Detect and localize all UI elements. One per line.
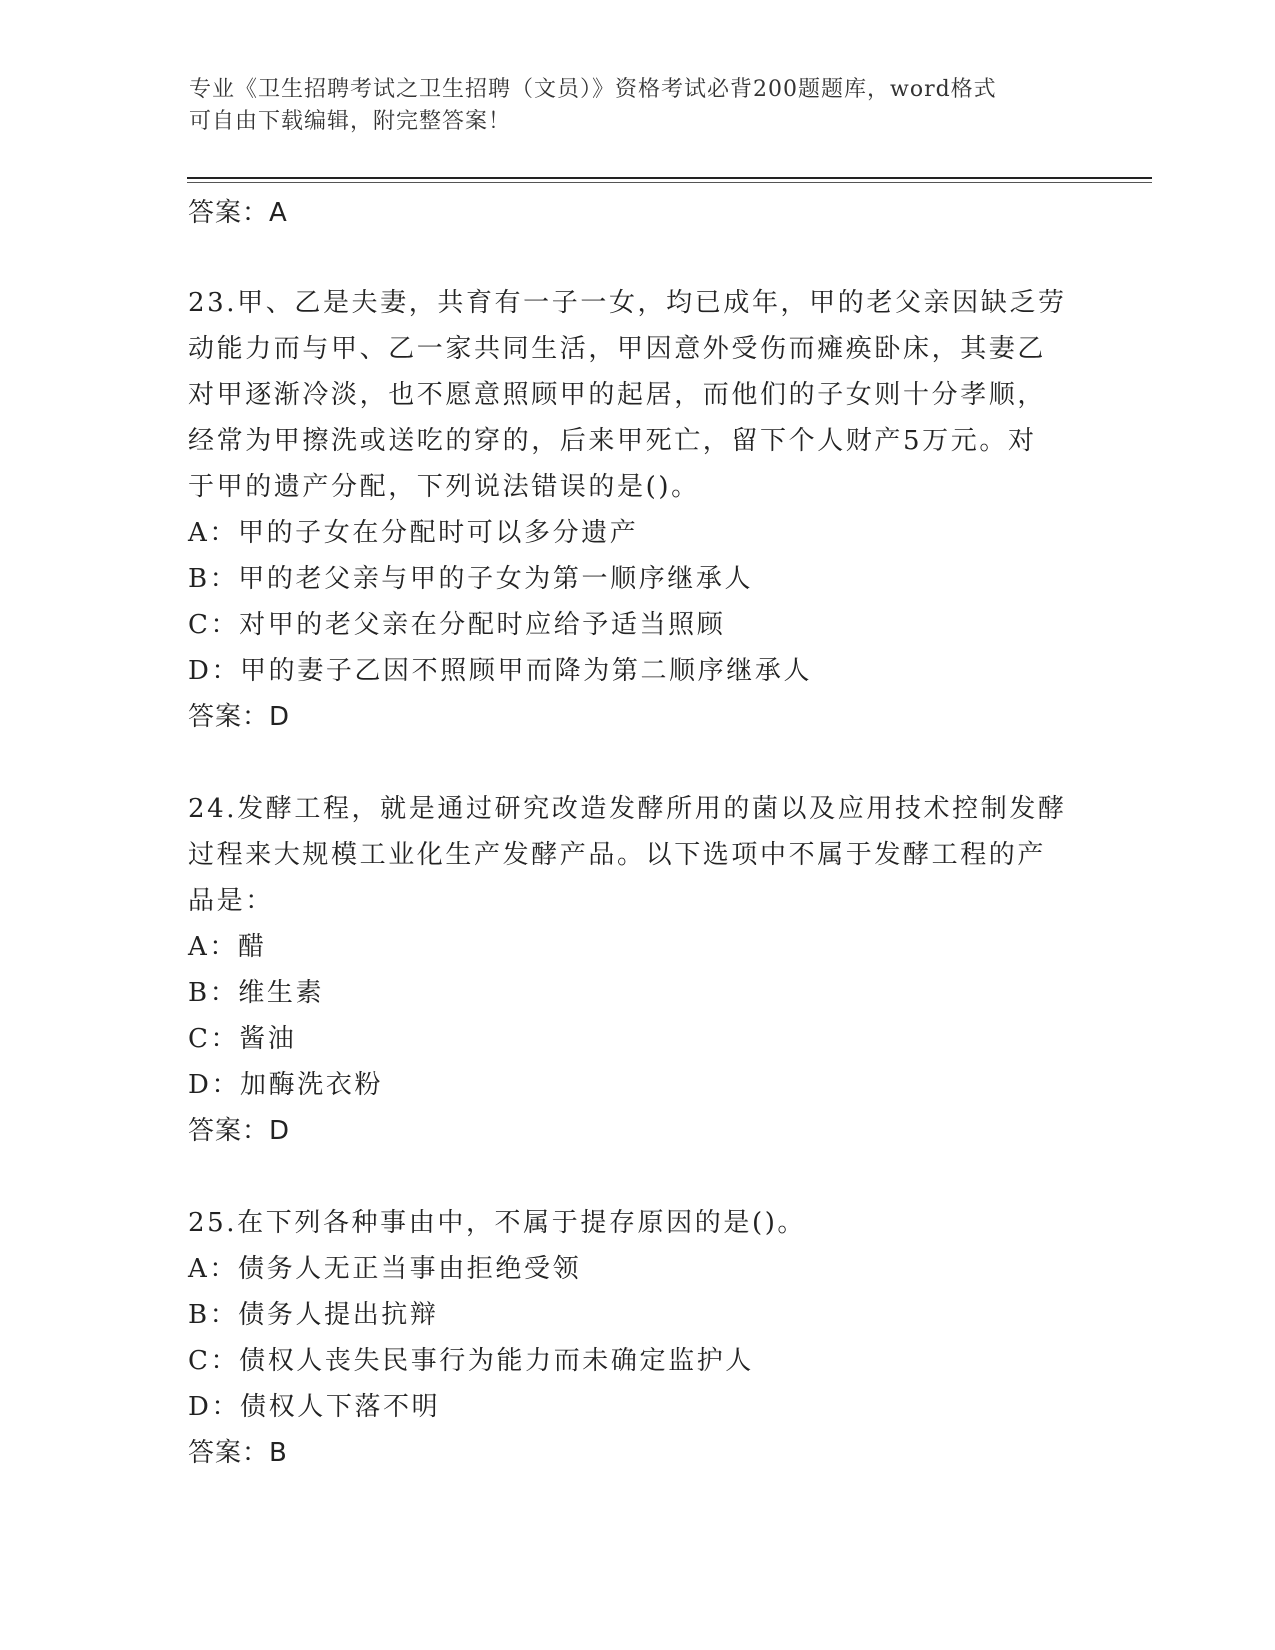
question-block	[188, 786, 1088, 1154]
question-stem-line: 对甲逐渐冷淡，也不愿意照顾甲的起居，而他们的子女则十分孝顺，	[188, 380, 1047, 410]
option-d: D：甲的妻子乙因不照顾甲而降为第二顺序继承人	[188, 656, 813, 686]
question-stem-line: 经常为甲擦洗或送吃的穿的，后来甲死亡，留下个人财产5万元。对	[188, 426, 1037, 456]
question-block	[188, 280, 1088, 740]
header-rule-thin	[187, 182, 1152, 183]
question-stem-line: 23.甲、乙是夫妻，共育有一子一女，均已成年，甲的老父亲因缺乏劳	[188, 288, 1067, 318]
answer-line: 答案：B	[188, 1438, 288, 1468]
answer-line: 答案：D	[188, 702, 291, 732]
document-header	[189, 74, 1069, 138]
option-a: A：甲的子女在分配时可以多分遗产	[188, 518, 639, 548]
question-stem-line: 25.在下列各种事由中，不属于提存原因的是()。	[188, 1208, 807, 1238]
option-a: A：债务人无正当事由拒绝受领	[188, 1254, 582, 1284]
answer-line: 答案：D	[188, 1116, 291, 1146]
option-a: A：醋	[188, 932, 267, 962]
option-b: B：债务人提出抗辩	[188, 1300, 439, 1330]
option-d: D：加酶洗衣粉	[188, 1070, 384, 1100]
option-b: B：甲的老父亲与甲的子女为第一顺序继承人	[188, 564, 754, 594]
question-block	[188, 1200, 1088, 1476]
question-stem-line: 品是：	[188, 886, 274, 916]
header-line-2: 可自由下载编辑，附完整答案！	[189, 109, 512, 134]
option-c: C：对甲的老父亲在分配时应给予适当照顾	[188, 610, 726, 640]
question-stem-line: 24.发酵工程，就是通过研究改造发酵所用的菌以及应用技术控制发酵	[188, 794, 1067, 824]
option-b: B：维生素	[188, 978, 325, 1008]
header-rule-thick	[187, 177, 1152, 179]
header-line-1: 专业《卫生招聘考试之卫生招聘（文员）》资格考试必背200题题库，word格式	[189, 77, 997, 102]
document-body	[188, 190, 1088, 1476]
question-stem-line: 动能力而与甲、乙一家共同生活，甲因意外受伤而瘫痪卧床，其妻乙	[188, 334, 1047, 364]
question-stem-line: 过程来大规模工业化生产发酵产品。以下选项中不属于发酵工程的产	[188, 840, 1047, 870]
answer-line: 答案：A	[188, 198, 288, 228]
option-c: C：酱油	[188, 1024, 297, 1054]
option-d: D：债权人下落不明	[188, 1392, 441, 1422]
option-c: C：债权人丧失民事行为能力而未确定监护人	[188, 1346, 754, 1376]
question-stem-line: 于甲的遗产分配，下列说法错误的是()。	[188, 472, 700, 502]
